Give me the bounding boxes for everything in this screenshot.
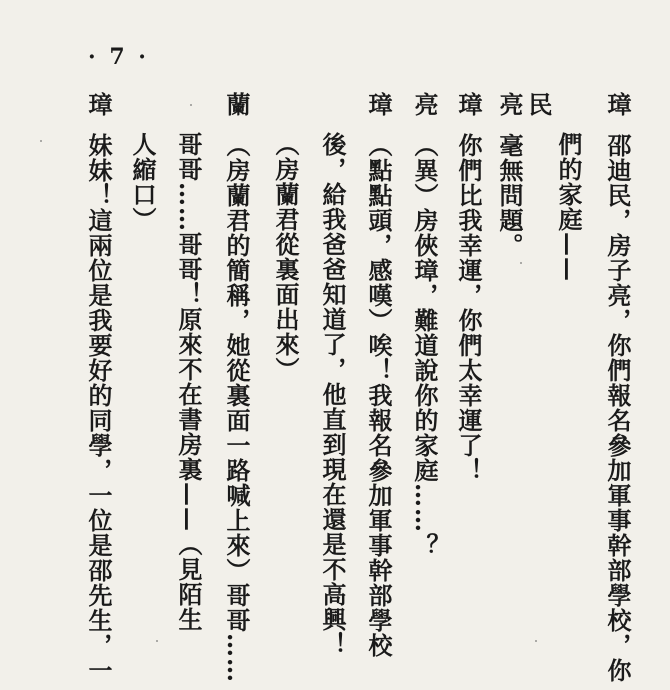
- speaker-label: 亮: [495, 92, 524, 117]
- dialogue-text: 毫無問題。: [495, 133, 524, 258]
- dialogue-column-12: [128, 132, 157, 232]
- dialogue-column-11: [174, 132, 203, 632]
- scan-speck: [156, 640, 158, 642]
- dialogue-column-10: [222, 92, 251, 683]
- page-number: · 7 ·: [88, 44, 149, 70]
- dialogue-text: （房蘭君的簡稱，她從裏面一路喊上來）哥哥……: [222, 133, 251, 683]
- dialogue-text: （異）房俠璋，難道說你的家庭……？: [410, 133, 439, 558]
- dialogue-column-3: [524, 92, 553, 117]
- speaker-label: 璋: [454, 92, 483, 117]
- speaker-label: 民: [524, 92, 553, 117]
- speaker-label: 璋: [84, 92, 113, 117]
- dialogue-column-5: [454, 92, 483, 483]
- dialogue-column-7: [364, 92, 393, 658]
- dialogue-text: 後，給我爸爸知道了，他直到現在還是不高興！: [318, 132, 347, 657]
- scan-speck: [535, 640, 537, 642]
- speaker-label: 璋: [603, 92, 632, 117]
- stage-direction-text: （房蘭君從裏面出來）: [271, 132, 300, 382]
- speaker-label: 亮: [410, 92, 439, 117]
- scan-speck: [190, 104, 192, 106]
- dialogue-text: 你們比我幸運，你們太幸運了！: [454, 133, 483, 483]
- dialogue-column-8: [318, 132, 347, 657]
- dialogue-column-4: [495, 92, 524, 258]
- speaker-label: 蘭: [222, 92, 251, 117]
- scan-speck: [40, 140, 42, 142]
- dialogue-text: 邵迪民，房子亮，你們報名參加軍事幹部學校，你: [603, 133, 632, 683]
- dialogue-column-6: [410, 92, 439, 558]
- dialogue-column-1: [603, 92, 632, 683]
- dialogue-text: 哥哥……哥哥！原來不在書房裏——（見陌生: [174, 132, 203, 632]
- dialogue-column-2: [554, 132, 583, 282]
- speaker-label: 璋: [364, 92, 393, 117]
- stage-direction-column: [271, 132, 300, 382]
- scan-speck: [520, 262, 522, 264]
- dialogue-text: 妹妹！這兩位是我要好的同學，一位是邵先生，一: [84, 133, 113, 683]
- dialogue-text: 們的家庭——: [554, 132, 583, 282]
- dialogue-text: （點點頭，感嘆）唉！我報名參加軍事幹部學校: [364, 133, 393, 658]
- dialogue-column-13: [84, 92, 113, 683]
- dialogue-text: 人縮口）: [128, 132, 157, 232]
